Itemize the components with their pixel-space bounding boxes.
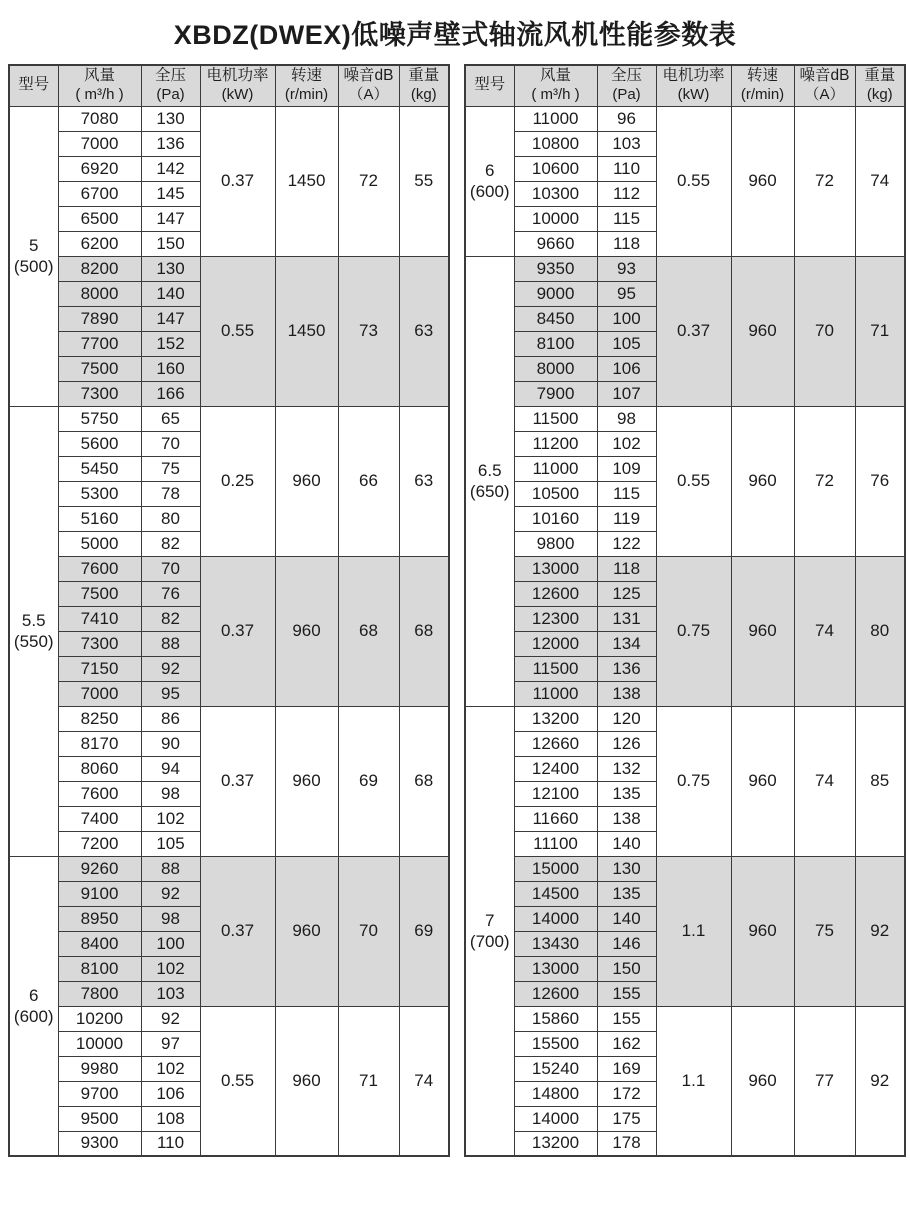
power-cell: 0.55 (656, 106, 731, 256)
header-row (465, 65, 905, 106)
pressure-cell: 98 (141, 781, 200, 806)
power-cell: 0.25 (200, 406, 275, 556)
pressure-cell: 97 (141, 1031, 200, 1056)
speed-cell: 1450 (275, 106, 338, 256)
speed-cell: 960 (275, 556, 338, 706)
speed-cell: 960 (275, 406, 338, 556)
pressure-cell: 106 (141, 1081, 200, 1106)
pressure-cell: 130 (141, 106, 200, 131)
weight-cell: 68 (399, 556, 449, 706)
airflow-cell: 7890 (58, 306, 141, 331)
header-row (9, 65, 449, 106)
pressure-cell: 110 (141, 1131, 200, 1156)
airflow-cell: 8100 (514, 331, 597, 356)
pressure-cell: 147 (141, 206, 200, 231)
weight-cell: 92 (855, 1006, 905, 1156)
speed-cell: 960 (731, 256, 794, 406)
model-cell: 7 (700) (465, 706, 514, 1156)
pressure-cell: 88 (141, 856, 200, 881)
weight-cell: 55 (399, 106, 449, 256)
airflow-cell: 7400 (58, 806, 141, 831)
noise-cell: 77 (794, 1006, 855, 1156)
pressure-cell: 138 (597, 806, 656, 831)
airflow-cell: 8100 (58, 956, 141, 981)
column-header-weight: 重量 (kg) (855, 65, 905, 106)
weight-cell: 85 (855, 706, 905, 856)
pressure-cell: 162 (597, 1031, 656, 1056)
pressure-cell: 140 (597, 906, 656, 931)
airflow-cell: 9000 (514, 281, 597, 306)
pressure-cell: 138 (597, 681, 656, 706)
airflow-cell: 11100 (514, 831, 597, 856)
airflow-cell: 14800 (514, 1081, 597, 1106)
airflow-cell: 9800 (514, 531, 597, 556)
pressure-cell: 78 (141, 481, 200, 506)
pressure-cell: 160 (141, 356, 200, 381)
airflow-cell: 5600 (58, 431, 141, 456)
speed-cell: 960 (275, 706, 338, 856)
airflow-cell: 15860 (514, 1006, 597, 1031)
airflow-cell: 5750 (58, 406, 141, 431)
column-header-airflow: 风量 ( m³/h ) (514, 65, 597, 106)
noise-cell: 69 (338, 706, 399, 856)
pressure-cell: 75 (141, 456, 200, 481)
pressure-cell: 80 (141, 506, 200, 531)
airflow-cell: 6500 (58, 206, 141, 231)
weight-cell: 69 (399, 856, 449, 1006)
airflow-cell: 8400 (58, 931, 141, 956)
power-cell: 0.37 (200, 106, 275, 256)
power-cell: 0.75 (656, 706, 731, 856)
airflow-cell: 11000 (514, 681, 597, 706)
model-cell: 5.5 (550) (9, 406, 58, 856)
airflow-cell: 7410 (58, 606, 141, 631)
airflow-cell: 9500 (58, 1106, 141, 1131)
table-row (9, 1006, 449, 1031)
pressure-cell: 95 (141, 681, 200, 706)
noise-cell: 72 (794, 106, 855, 256)
table-row (465, 106, 905, 131)
airflow-cell: 9980 (58, 1056, 141, 1081)
model-cell: 5 (500) (9, 106, 58, 406)
pressure-cell: 178 (597, 1131, 656, 1156)
pressure-cell: 140 (597, 831, 656, 856)
pressure-cell: 92 (141, 881, 200, 906)
airflow-cell: 13200 (514, 1131, 597, 1156)
column-header-pressure: 全压 (Pa) (597, 65, 656, 106)
tables-container (0, 64, 910, 1157)
document-title: XBDZ(DWEX)低噪声壁式轴流风机性能参数表 (173, 20, 737, 50)
table-row (9, 406, 449, 431)
pressure-cell: 110 (597, 156, 656, 181)
pressure-cell: 166 (141, 381, 200, 406)
airflow-cell: 7500 (58, 581, 141, 606)
pressure-cell: 134 (597, 631, 656, 656)
airflow-cell: 5300 (58, 481, 141, 506)
pressure-cell: 95 (597, 281, 656, 306)
airflow-cell: 7200 (58, 831, 141, 856)
airflow-cell: 9260 (58, 856, 141, 881)
pressure-cell: 96 (597, 106, 656, 131)
model-cell: 6.5 (650) (465, 256, 514, 706)
pressure-cell: 106 (597, 356, 656, 381)
noise-cell: 72 (338, 106, 399, 256)
speed-cell: 960 (731, 856, 794, 1006)
airflow-cell: 13200 (514, 706, 597, 731)
weight-cell: 68 (399, 706, 449, 856)
speed-cell: 960 (275, 1006, 338, 1156)
speed-cell: 960 (731, 106, 794, 256)
airflow-cell: 12100 (514, 781, 597, 806)
pressure-cell: 105 (597, 331, 656, 356)
weight-cell: 76 (855, 406, 905, 556)
airflow-cell: 10160 (514, 506, 597, 531)
pressure-cell: 98 (141, 906, 200, 931)
airflow-cell: 9700 (58, 1081, 141, 1106)
airflow-cell: 12300 (514, 606, 597, 631)
airflow-cell: 12660 (514, 731, 597, 756)
airflow-cell: 11200 (514, 431, 597, 456)
column-header-model: 型号 (465, 65, 514, 106)
airflow-cell: 7000 (58, 681, 141, 706)
pressure-cell: 169 (597, 1056, 656, 1081)
pressure-cell: 152 (141, 331, 200, 356)
pressure-cell: 105 (141, 831, 200, 856)
noise-cell: 75 (794, 856, 855, 1006)
column-header-airflow: 风量 ( m³/h ) (58, 65, 141, 106)
pressure-cell: 155 (597, 981, 656, 1006)
pressure-cell: 136 (597, 656, 656, 681)
noise-cell: 70 (338, 856, 399, 1006)
model-cell: 6 (600) (465, 106, 514, 256)
pressure-cell: 132 (597, 756, 656, 781)
airflow-cell: 7150 (58, 656, 141, 681)
power-cell: 0.37 (200, 856, 275, 1006)
speed-cell: 960 (731, 706, 794, 856)
airflow-cell: 15240 (514, 1056, 597, 1081)
column-header-pressure: 全压 (Pa) (141, 65, 200, 106)
pressure-cell: 146 (597, 931, 656, 956)
pressure-cell: 136 (141, 131, 200, 156)
pressure-cell: 118 (597, 556, 656, 581)
pressure-cell: 98 (597, 406, 656, 431)
pressure-cell: 118 (597, 231, 656, 256)
pressure-cell: 86 (141, 706, 200, 731)
table-row (465, 406, 905, 431)
airflow-cell: 7600 (58, 556, 141, 581)
airflow-cell: 7080 (58, 106, 141, 131)
airflow-cell: 11000 (514, 456, 597, 481)
pressure-cell: 142 (141, 156, 200, 181)
pressure-cell: 115 (597, 481, 656, 506)
airflow-cell: 7600 (58, 781, 141, 806)
power-cell: 1.1 (656, 1006, 731, 1156)
airflow-cell: 13430 (514, 931, 597, 956)
noise-cell: 73 (338, 256, 399, 406)
speed-cell: 960 (731, 406, 794, 556)
noise-cell: 70 (794, 256, 855, 406)
pressure-cell: 140 (141, 281, 200, 306)
pressure-cell: 112 (597, 181, 656, 206)
airflow-cell: 10200 (58, 1006, 141, 1031)
airflow-cell: 8200 (58, 256, 141, 281)
pressure-cell: 100 (141, 931, 200, 956)
airflow-cell: 6200 (58, 231, 141, 256)
airflow-cell: 9100 (58, 881, 141, 906)
weight-cell: 71 (855, 256, 905, 406)
airflow-cell: 7000 (58, 131, 141, 156)
pressure-cell: 135 (597, 881, 656, 906)
airflow-cell: 10300 (514, 181, 597, 206)
airflow-cell: 7300 (58, 381, 141, 406)
airflow-cell: 8250 (58, 706, 141, 731)
pressure-cell: 102 (597, 431, 656, 456)
airflow-cell: 6700 (58, 181, 141, 206)
airflow-cell: 5160 (58, 506, 141, 531)
fan-spec-table-left (8, 64, 450, 1157)
pressure-cell: 122 (597, 531, 656, 556)
noise-cell: 68 (338, 556, 399, 706)
airflow-cell: 7500 (58, 356, 141, 381)
column-header-weight: 重量 (kg) (399, 65, 449, 106)
pressure-cell: 115 (597, 206, 656, 231)
airflow-cell: 10500 (514, 481, 597, 506)
pressure-cell: 120 (597, 706, 656, 731)
pressure-cell: 130 (141, 256, 200, 281)
pressure-cell: 150 (597, 956, 656, 981)
pressure-cell: 172 (597, 1081, 656, 1106)
table-row (465, 706, 905, 731)
noise-cell: 66 (338, 406, 399, 556)
airflow-cell: 10800 (514, 131, 597, 156)
airflow-cell: 12600 (514, 981, 597, 1006)
column-header-power: 电机功率 (kW) (656, 65, 731, 106)
airflow-cell: 8000 (58, 281, 141, 306)
pressure-cell: 150 (141, 231, 200, 256)
table-row (9, 106, 449, 131)
pressure-cell: 107 (597, 381, 656, 406)
power-cell: 0.55 (200, 1006, 275, 1156)
pressure-cell: 145 (141, 181, 200, 206)
airflow-cell: 12000 (514, 631, 597, 656)
pressure-cell: 130 (597, 856, 656, 881)
table-row (9, 256, 449, 281)
table-row (465, 1006, 905, 1031)
noise-cell: 72 (794, 406, 855, 556)
airflow-cell: 11000 (514, 106, 597, 131)
column-header-speed: 转速 (r/min) (275, 65, 338, 106)
power-cell: 0.55 (200, 256, 275, 406)
airflow-cell: 15500 (514, 1031, 597, 1056)
airflow-cell: 8170 (58, 731, 141, 756)
pressure-cell: 76 (141, 581, 200, 606)
power-cell: 0.37 (200, 556, 275, 706)
table-row (465, 256, 905, 281)
airflow-cell: 12600 (514, 581, 597, 606)
speed-cell: 960 (731, 1006, 794, 1156)
pressure-cell: 126 (597, 731, 656, 756)
airflow-cell: 8000 (514, 356, 597, 381)
pressure-cell: 82 (141, 606, 200, 631)
pressure-cell: 65 (141, 406, 200, 431)
pressure-cell: 92 (141, 656, 200, 681)
pressure-cell: 109 (597, 456, 656, 481)
weight-cell: 80 (855, 556, 905, 706)
speed-cell: 960 (731, 556, 794, 706)
airflow-cell: 9300 (58, 1131, 141, 1156)
weight-cell: 74 (399, 1006, 449, 1156)
column-header-noise: 噪音dB （A） (338, 65, 399, 106)
pressure-cell: 135 (597, 781, 656, 806)
airflow-cell: 10000 (58, 1031, 141, 1056)
pressure-cell: 94 (141, 756, 200, 781)
airflow-cell: 12400 (514, 756, 597, 781)
airflow-cell: 13000 (514, 956, 597, 981)
airflow-cell: 5000 (58, 531, 141, 556)
weight-cell: 92 (855, 856, 905, 1006)
pressure-cell: 103 (597, 131, 656, 156)
pressure-cell: 88 (141, 631, 200, 656)
airflow-cell: 7800 (58, 981, 141, 1006)
pressure-cell: 175 (597, 1106, 656, 1131)
column-header-power: 电机功率 (kW) (200, 65, 275, 106)
airflow-cell: 7300 (58, 631, 141, 656)
airflow-cell: 14500 (514, 881, 597, 906)
airflow-cell: 14000 (514, 906, 597, 931)
pressure-cell: 82 (141, 531, 200, 556)
airflow-cell: 8060 (58, 756, 141, 781)
weight-cell: 63 (399, 256, 449, 406)
airflow-cell: 10600 (514, 156, 597, 181)
pressure-cell: 93 (597, 256, 656, 281)
pressure-cell: 90 (141, 731, 200, 756)
airflow-cell: 11500 (514, 656, 597, 681)
column-header-noise: 噪音dB （A） (794, 65, 855, 106)
airflow-cell: 7700 (58, 331, 141, 356)
power-cell: 0.55 (656, 406, 731, 556)
speed-cell: 960 (275, 856, 338, 1006)
pressure-cell: 92 (141, 1006, 200, 1031)
weight-cell: 63 (399, 406, 449, 556)
airflow-cell: 6920 (58, 156, 141, 181)
model-cell: 6 (600) (9, 856, 58, 1156)
noise-cell: 74 (794, 556, 855, 706)
power-cell: 1.1 (656, 856, 731, 1006)
pressure-cell: 108 (141, 1106, 200, 1131)
pressure-cell: 102 (141, 1056, 200, 1081)
airflow-cell: 14000 (514, 1106, 597, 1131)
fan-spec-table-right (464, 64, 906, 1157)
power-cell: 0.37 (656, 256, 731, 406)
speed-cell: 1450 (275, 256, 338, 406)
airflow-cell: 9350 (514, 256, 597, 281)
airflow-cell: 7900 (514, 381, 597, 406)
pressure-cell: 125 (597, 581, 656, 606)
table-row (465, 556, 905, 581)
column-header-model: 型号 (9, 65, 58, 106)
table-row (9, 706, 449, 731)
weight-cell: 74 (855, 106, 905, 256)
column-header-speed: 转速 (r/min) (731, 65, 794, 106)
airflow-cell: 8450 (514, 306, 597, 331)
noise-cell: 74 (794, 706, 855, 856)
pressure-cell: 102 (141, 806, 200, 831)
pressure-cell: 100 (597, 306, 656, 331)
airflow-cell: 15000 (514, 856, 597, 881)
airflow-cell: 11660 (514, 806, 597, 831)
airflow-cell: 9660 (514, 231, 597, 256)
pressure-cell: 70 (141, 431, 200, 456)
power-cell: 0.37 (200, 706, 275, 856)
noise-cell: 71 (338, 1006, 399, 1156)
pressure-cell: 131 (597, 606, 656, 631)
airflow-cell: 10000 (514, 206, 597, 231)
airflow-cell: 8950 (58, 906, 141, 931)
table-row (465, 856, 905, 881)
pressure-cell: 155 (597, 1006, 656, 1031)
table-row (9, 856, 449, 881)
power-cell: 0.75 (656, 556, 731, 706)
table-row (9, 556, 449, 581)
pressure-cell: 70 (141, 556, 200, 581)
pressure-cell: 102 (141, 956, 200, 981)
pressure-cell: 147 (141, 306, 200, 331)
airflow-cell: 13000 (514, 556, 597, 581)
airflow-cell: 5450 (58, 456, 141, 481)
pressure-cell: 119 (597, 506, 656, 531)
airflow-cell: 11500 (514, 406, 597, 431)
pressure-cell: 103 (141, 981, 200, 1006)
